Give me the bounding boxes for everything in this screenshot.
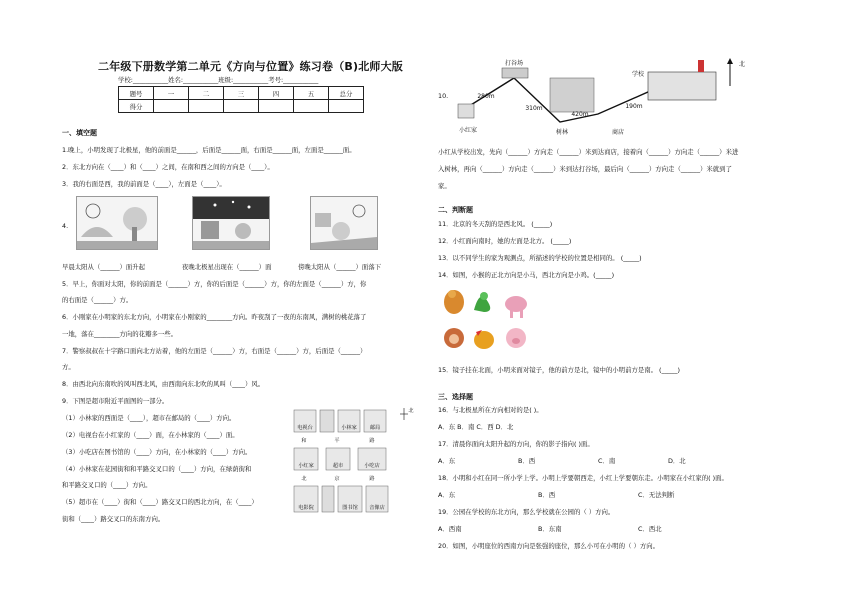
score-header-cell: 题号 <box>119 87 154 100</box>
map9-road-char: 路 <box>369 438 375 444</box>
question-9-5-line-2: 街和（____）路交叉口的东南方向。 <box>62 515 165 523</box>
score-header-cell: 总分 <box>329 87 364 100</box>
question-16-options: A．东 B．南 C．西 D．北 <box>438 423 514 431</box>
question-7-line-1: 7．警察叔叔在十字路口面向北方站着，他的左面是（______）方，右面是（______）方，后面是（______） <box>62 347 367 355</box>
score-label-cell: 得分 <box>119 100 154 113</box>
map9-building: 电视台 <box>297 425 313 431</box>
score-input-cell[interactable] <box>329 100 364 113</box>
score-header-cell: 二 <box>189 87 224 100</box>
question-10-line-1: 小红从学校出发，先向（______）方向走（______）米到达商店，接着向（______）方向走（______）米进 <box>438 148 739 156</box>
question-9-4-line-1: （4）小林家在花园街和和平路交叉口的（____）方向，在绿荫街和 <box>62 465 252 473</box>
question-11: 11．北京的冬天刮的是西北风。 (_____) <box>438 220 553 228</box>
map10-label: 420m <box>571 111 589 118</box>
map10-label: 190m <box>625 103 643 110</box>
score-input-cell[interactable] <box>154 100 189 113</box>
map10-label: 280m <box>477 93 495 100</box>
question-17: 17．清晨你面向太阳升起的方向，你的影子指向( )面。 <box>438 440 594 448</box>
question-19-option-b: B．东南 <box>538 525 562 533</box>
snake-icon <box>474 292 490 312</box>
question-17-option-d: D．北 <box>668 457 686 465</box>
map9-road-char: 京 <box>334 476 340 482</box>
question-4-caption-3: 傍晚太阳从（______）面落下 <box>298 263 382 271</box>
question-13: 13．以不同学生的家为观测点，所描述的学校的位置是相同的。 (_____) <box>438 254 642 262</box>
question-14: 14．如图，小猴的正北方向是小马，西北方向是小鸡。(_____) <box>438 271 615 279</box>
question-17-option-b: B．西 <box>518 457 536 465</box>
page-title: 二年级下册数学第二单元《方向与位置》练习卷（B)北师大版 <box>98 60 404 73</box>
score-input-cell[interactable] <box>189 100 224 113</box>
question-15: 15．镜子挂在北面，小明来面对镜子，他的前方是北，镜中的小明前方是南。 (_____) <box>438 366 681 374</box>
map9-road-char: 路 <box>369 476 375 482</box>
map10-label: 小红家 <box>458 127 478 134</box>
night-star-picture <box>192 196 270 250</box>
score-header-cell: 四 <box>259 87 294 100</box>
question-10-line-3: 家。 <box>438 182 451 190</box>
question-19: 19．公园在学校的东北方向，那么学校就在公园的（ ）方向。 <box>438 508 615 516</box>
score-input-cell[interactable] <box>294 100 329 113</box>
map9-building: 小吃店 <box>364 463 380 469</box>
question-9-1: （1）小林家的西面是（____），超市在邮局的（____）方向。 <box>62 414 236 422</box>
section-2-header: 二、判断题 <box>438 206 473 214</box>
question-19-option-c: C．西北 <box>638 525 662 533</box>
score-input-cell[interactable] <box>259 100 294 113</box>
question-5-line-1: 5．早上，你面对太阳，你的前面是（______）方，你的后面是（______）方，你的左面是（______）方，你 <box>62 280 367 288</box>
map9-building: 音像店 <box>369 505 385 511</box>
score-header-cell: 五 <box>294 87 329 100</box>
question-12: 12．小红面向南时，她的左面是北方。 (_____) <box>438 237 572 245</box>
map9-north-label: 北 <box>408 408 414 414</box>
question-5-line-2: 的右面是（______）方。 <box>62 296 133 304</box>
question-10-number: 10. <box>438 92 449 100</box>
map9-road-char: 和 <box>301 438 307 444</box>
question-7-line-2: 方。 <box>62 363 75 371</box>
question-16: 16．与北极星所在方向相对的是( )。 <box>438 406 543 414</box>
score-header-cell: 一 <box>154 87 189 100</box>
question-4-caption-2: 夜晚北极星出现在（______）面 <box>182 263 272 271</box>
map10-label: 北 <box>738 61 746 68</box>
question-10-line-2: 入树林，再向（______）方向走（______）米到达打谷场，最后向（______）方向走（______）米就到了 <box>438 165 732 173</box>
question-19-option-a: A．西南 <box>438 525 462 533</box>
map10-label: 打谷场 <box>504 60 524 67</box>
question-2: 2．东北方向在（____）和（____）之间，在南和西之间的方向是（____）。 <box>62 163 274 171</box>
map10-label: 310m <box>525 105 543 112</box>
evening-sun-picture <box>310 196 378 250</box>
question-18-option-b: B．西 <box>538 491 556 499</box>
pig-icon <box>506 328 526 348</box>
section-3-header: 三、选择题 <box>438 393 473 401</box>
question-17-option-a: A．东 <box>438 457 456 465</box>
animals-picture <box>440 284 532 358</box>
map9-building: 电影院 <box>298 505 314 511</box>
score-input-cell[interactable] <box>224 100 259 113</box>
score-header-cell: 三 <box>224 87 259 100</box>
monkey-icon <box>444 328 464 348</box>
horse-icon <box>505 296 527 318</box>
map10-label: 树林 <box>555 129 569 136</box>
question-6-line-2: 一地，落在________方向的花瓣多一些。 <box>62 330 178 338</box>
map9-building: 图书馆 <box>342 505 358 511</box>
map9-road-char: 北 <box>301 476 307 482</box>
map10-label: 商店 <box>611 129 625 136</box>
student-info: 学校:___________姓名:___________班级:___________考号:___________ <box>118 76 319 84</box>
map9-building: 小红家 <box>298 463 314 469</box>
question-9-2: （2）电视台在小红家的（____）面，在小林家的（____）面。 <box>62 431 239 439</box>
question-4-caption-1: 早晨太阳从（______）面升起 <box>62 263 146 271</box>
question-9-3: （3）小吃店在图书馆的（____）方向，在小林家的（____）方向。 <box>62 448 252 456</box>
dragon-icon <box>444 290 464 314</box>
question-6-line-1: 6．小刚家在小明家的东北方向，小明家在小刚家的________方向。昨夜刮了一夜的东南风，满树的桃花落了 <box>62 313 367 321</box>
question-1: 1.晚上，小明发现了北极星，他的前面是______，后面是______面，右面是______面，左面是______面。 <box>62 146 356 154</box>
morning-sun-picture <box>76 196 158 250</box>
map9-building: 小林家 <box>341 425 357 431</box>
map10-label: 学校 <box>631 71 645 78</box>
question-4-number: 4. <box>62 222 69 230</box>
map9-road-char: 平 <box>334 438 340 444</box>
map9-building: 邮局 <box>369 425 381 431</box>
route-map <box>452 56 762 140</box>
question-9-5-line-1: （5）超市在（____）街和（____）路交叉口的西北方向，在（____） <box>62 498 258 506</box>
question-3: 3．我的右面是西，我的前面是（____），左面是（____）。 <box>62 180 226 188</box>
question-18: 18．小明和小红在同一所小学上学。小明上学要朝西走，小红上学要朝东走。小明家在小红家的( )面。 <box>438 474 728 482</box>
question-17-option-c: C．南 <box>598 457 616 465</box>
question-9: 9．下图是超市附近平面图的一部分。 <box>62 397 169 405</box>
section-1-header: 一、填空题 <box>62 129 97 137</box>
map9-building: 超市 <box>332 463 344 469</box>
question-18-option-c: C．无法判断 <box>638 491 675 499</box>
question-20: 20．如图，小明座位的西南方向是张强的座位，那么小可在小明的（ ）方向。 <box>438 542 660 550</box>
score-table <box>118 86 364 113</box>
chicken-icon <box>474 330 494 349</box>
question-9-4-line-2: 和平路交叉口的（____）方向。 <box>62 481 152 489</box>
question-8: 8．由西北向东南吹的风叫西北风，由西南向东北吹的风叫（____）风。 <box>62 380 265 388</box>
question-18-option-a: A．东 <box>438 491 456 499</box>
supermarket-map <box>292 404 416 516</box>
